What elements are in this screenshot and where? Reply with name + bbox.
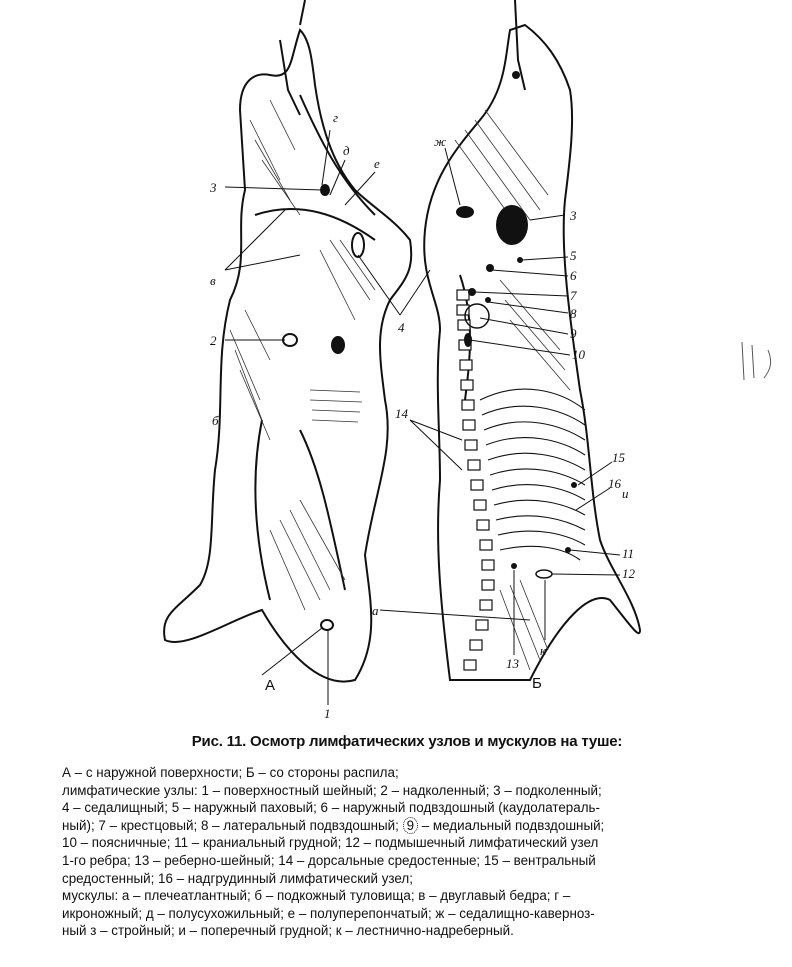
- marker-10: 10: [572, 347, 585, 362]
- marker-g: г: [333, 110, 339, 125]
- caption-circled-number: 9: [403, 817, 418, 834]
- carcass-outer-nodes: [283, 184, 364, 630]
- marker-b: б: [212, 413, 219, 428]
- carcass-cut-ribs: [480, 389, 585, 560]
- marker-4: 4: [398, 320, 405, 335]
- marker-8: 8: [570, 306, 577, 321]
- marker-v: в: [210, 273, 216, 288]
- marker-2: 2: [210, 333, 217, 348]
- leader-lines: [225, 130, 620, 705]
- caption-line-4: [62, 817, 752, 835]
- marker-13: 13: [506, 656, 519, 671]
- caption-line-9: икроножный; д – полусухожильный; е – полуперепончатый; ж – седалищно-каверноз-: [62, 905, 595, 921]
- scan-artefact: [742, 342, 771, 380]
- marker-9: 9: [570, 326, 577, 341]
- marker-3-b: 3: [570, 208, 577, 223]
- marker-15: 15: [612, 450, 625, 465]
- carcass-outer-hatching: [230, 100, 375, 610]
- caption-line-1: А – с наружной поверхности; Б – со стороны распила;: [62, 765, 399, 780]
- caption-line-10: ный з – стройный; и – поперечный грудной; к – лестнично-надреберный.: [62, 923, 514, 939]
- carcass-cut-spine: [457, 290, 494, 670]
- caption-line-4-end: – медиальный подвздошный;: [421, 817, 605, 833]
- caption-line-8: мускулы: а – плечеатлантный; б – подкожный туловища; в – двуглавый бедра; г –: [62, 888, 571, 904]
- marker-6: 6: [570, 268, 577, 283]
- marker-zh: ж: [434, 134, 447, 149]
- marker-1: 1: [324, 706, 331, 721]
- caption-line-3: 4 – седалищный; 5 – наружный паховый; 6 – наружный подвздошный (каудолатераль-: [62, 800, 600, 816]
- caption-line-2: лимфатические узлы: 1 – поверхностный шейный; 2 – надколенный; 3 – подколенный;: [62, 782, 602, 798]
- caption-title: Рис. 11. Осмотр лимфатических узлов и мускулов на туше:: [191, 733, 623, 750]
- carcass-cut-view: [424, 0, 640, 680]
- marker-i: и: [622, 486, 629, 501]
- marker-5: 5: [570, 248, 577, 263]
- marker-d: д: [343, 143, 350, 158]
- marker-16: 16: [608, 476, 621, 491]
- marker-11: 11: [622, 546, 635, 561]
- marker-a: а: [372, 603, 379, 618]
- caption-line-5: 10 – поясничные; 11 – краниальный грудной; 12 – подмышечный лимфатический узел: [62, 835, 599, 851]
- side-a-label: А: [265, 677, 276, 694]
- marker-14: 14: [395, 406, 408, 421]
- marker-k: к: [540, 643, 547, 658]
- side-b-label: Б: [532, 675, 542, 692]
- marker-e: е: [374, 156, 380, 171]
- marker-12: 12: [622, 566, 635, 581]
- marker-3-a: 3: [210, 180, 217, 195]
- figure-caption: [62, 733, 752, 940]
- marker-7: 7: [570, 288, 577, 303]
- caption-line-6: 1-го ребра; 13 – реберно-шейный; 14 – дорсальные средостенные; 15 – вентральный: [62, 852, 596, 868]
- caption-line-4-start: ный); 7 – крестцовый; 8 – латеральный подвздошный;: [62, 817, 399, 833]
- caption-line-7: средостенный; 16 – надгрудинный лимфатический узел;: [62, 870, 413, 886]
